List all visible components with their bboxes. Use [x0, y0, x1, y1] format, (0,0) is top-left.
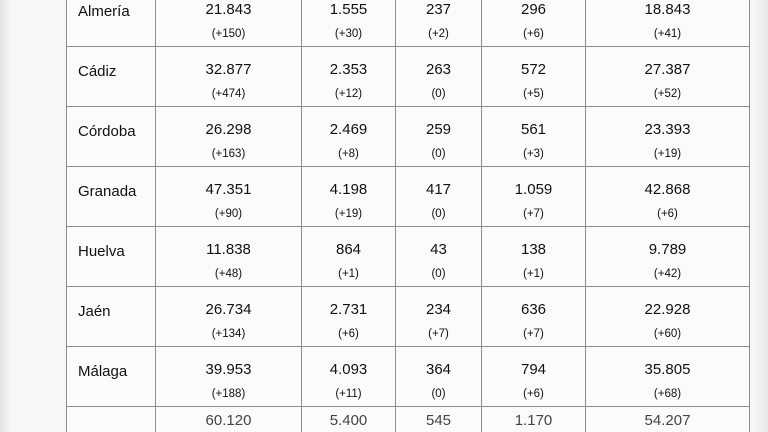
- cell-value: 1.170: [514, 412, 553, 429]
- cell-value: 47.351: [205, 181, 252, 198]
- province-cell: [67, 0, 156, 47]
- cell-delta: (0): [431, 148, 446, 160]
- data-cell: [586, 287, 750, 347]
- cell-value: 2.469: [329, 121, 368, 138]
- cell-delta: (+19): [334, 208, 363, 220]
- province-data-table: [66, 0, 750, 432]
- data-cell: [302, 227, 396, 287]
- cell-delta: (+6): [523, 388, 544, 400]
- cell-value: 2.353: [329, 61, 368, 78]
- data-cell: [482, 107, 586, 167]
- province-name: Cádiz: [78, 63, 117, 80]
- cell-value: 237: [425, 1, 452, 18]
- province-cell: [67, 227, 156, 287]
- cell-value: 54.207: [644, 412, 691, 429]
- cell-delta: (0): [431, 388, 446, 400]
- province-cell: [67, 347, 156, 407]
- data-cell: [156, 107, 302, 167]
- cell-delta: (+19): [653, 148, 682, 160]
- cell-delta: (+60): [653, 328, 682, 340]
- data-cell: [586, 0, 750, 47]
- cell-value: 5.400: [329, 412, 368, 429]
- cell-value: 794: [520, 361, 547, 378]
- cell-delta: (+3): [523, 148, 544, 160]
- data-cell: [482, 227, 586, 287]
- table-row: [67, 107, 750, 167]
- data-cell: [482, 407, 586, 432]
- cell-value: 42.868: [644, 181, 691, 198]
- data-cell: [302, 107, 396, 167]
- cell-delta: (0): [431, 88, 446, 100]
- cell-delta: (0): [431, 208, 446, 220]
- cell-value: 234: [425, 301, 452, 318]
- data-cell: [396, 167, 482, 227]
- cell-value: 296: [520, 1, 547, 18]
- data-cell: [302, 287, 396, 347]
- cell-delta: (+163): [211, 148, 246, 160]
- cell-value: 39.953: [205, 361, 252, 378]
- page-edge-shadow-right: [754, 0, 768, 432]
- cell-delta: (+41): [653, 28, 682, 40]
- cell-delta: (+6): [657, 208, 678, 220]
- province-name: Granada: [78, 183, 137, 200]
- cell-delta: (0): [431, 268, 446, 280]
- cell-delta: (+5): [523, 88, 544, 100]
- province-cell: [67, 167, 156, 227]
- cell-delta: (+1): [338, 268, 359, 280]
- data-cell: [156, 47, 302, 107]
- cell-delta: (+68): [653, 388, 682, 400]
- cell-delta: (+1): [523, 268, 544, 280]
- data-cell: [586, 107, 750, 167]
- data-cell: [586, 227, 750, 287]
- table-row: [67, 227, 750, 287]
- cell-value: 138: [520, 241, 547, 258]
- cell-value: 26.298: [205, 121, 252, 138]
- cell-value: 11.838: [206, 241, 251, 258]
- province-name: Almería: [78, 3, 130, 20]
- cell-delta: (+48): [214, 268, 243, 280]
- cell-delta: (+30): [334, 28, 363, 40]
- cell-value: 60.120: [205, 412, 252, 429]
- data-cell: [396, 347, 482, 407]
- cell-value: 259: [425, 121, 452, 138]
- cell-delta: (+6): [523, 28, 544, 40]
- cell-delta: (+42): [653, 268, 682, 280]
- cell-value: 32.877: [205, 61, 252, 78]
- cell-value: 26.734: [205, 301, 252, 318]
- table-row: [67, 347, 750, 407]
- cell-delta: (+6): [338, 328, 359, 340]
- cell-value: 1.059: [514, 181, 553, 198]
- cell-delta: (+12): [334, 88, 363, 100]
- cell-delta: (+188): [211, 388, 246, 400]
- cell-value: 21.843: [205, 1, 252, 18]
- page-edge-shadow: [0, 0, 10, 432]
- data-cell: [482, 167, 586, 227]
- data-cell: [482, 47, 586, 107]
- table-row: [67, 0, 750, 47]
- province-cell: [67, 287, 156, 347]
- cell-value: 23.393: [644, 121, 691, 138]
- cell-value: 18.843: [644, 1, 691, 18]
- data-cell: [396, 47, 482, 107]
- data-cell: [156, 287, 302, 347]
- cell-value: 364: [425, 361, 452, 378]
- province-cell: [67, 47, 156, 107]
- data-cell: [156, 167, 302, 227]
- cell-value: 4.093: [329, 361, 368, 378]
- data-cell: [396, 0, 482, 47]
- cell-value: 636: [520, 301, 547, 318]
- province-name: Huelva: [78, 243, 125, 260]
- data-cell: [302, 407, 396, 432]
- province-name: Córdoba: [78, 123, 136, 140]
- cell-value: 545: [425, 412, 452, 429]
- data-cell: [396, 107, 482, 167]
- cell-value: 417: [425, 181, 452, 198]
- cell-value: 4.198: [329, 181, 368, 198]
- province-name: Jaén: [78, 303, 111, 320]
- cell-delta: (+474): [211, 88, 246, 100]
- cell-value: 43: [430, 241, 447, 258]
- cell-delta: (+7): [523, 208, 544, 220]
- cell-delta: (+7): [523, 328, 544, 340]
- cell-delta: (+7): [428, 328, 449, 340]
- data-cell: [302, 0, 396, 47]
- cell-value: 35.805: [644, 361, 691, 378]
- data-cell: [586, 47, 750, 107]
- data-cell: [302, 47, 396, 107]
- cell-value: 9.789: [648, 241, 687, 258]
- cell-delta: (+52): [653, 88, 682, 100]
- cell-value: 1.555: [329, 1, 368, 18]
- data-cell: [156, 0, 302, 47]
- cell-value: 2.731: [329, 301, 368, 318]
- data-cell: [396, 287, 482, 347]
- cell-delta: (+134): [211, 328, 246, 340]
- data-cell: [396, 227, 482, 287]
- data-cell: [482, 0, 586, 47]
- table-row-partial: [67, 407, 750, 432]
- province-cell: [67, 407, 156, 432]
- data-cell: [586, 167, 750, 227]
- data-cell: [302, 347, 396, 407]
- cell-value: 561: [520, 121, 547, 138]
- cell-value: 572: [520, 61, 547, 78]
- table-row: [67, 287, 750, 347]
- data-cell: [302, 167, 396, 227]
- data-cell: [156, 347, 302, 407]
- cell-value: 263: [425, 61, 452, 78]
- province-cell: [67, 107, 156, 167]
- table-row: [67, 167, 750, 227]
- cell-value: 864: [335, 241, 362, 258]
- cell-value: 22.928: [644, 301, 691, 318]
- data-cell: [396, 407, 482, 432]
- cell-delta: (+2): [428, 28, 449, 40]
- cell-delta: (+11): [335, 388, 362, 400]
- cell-delta: (+8): [338, 148, 359, 160]
- data-cell: [482, 287, 586, 347]
- data-cell: [586, 347, 750, 407]
- data-cell: [586, 407, 750, 432]
- cell-delta: (+90): [214, 208, 243, 220]
- table-row: [67, 47, 750, 107]
- cell-value: 27.387: [644, 61, 691, 78]
- data-cell: [156, 227, 302, 287]
- data-cell: [156, 407, 302, 432]
- cell-delta: (+150): [211, 28, 246, 40]
- data-cell: [482, 347, 586, 407]
- province-name: Málaga: [78, 363, 128, 380]
